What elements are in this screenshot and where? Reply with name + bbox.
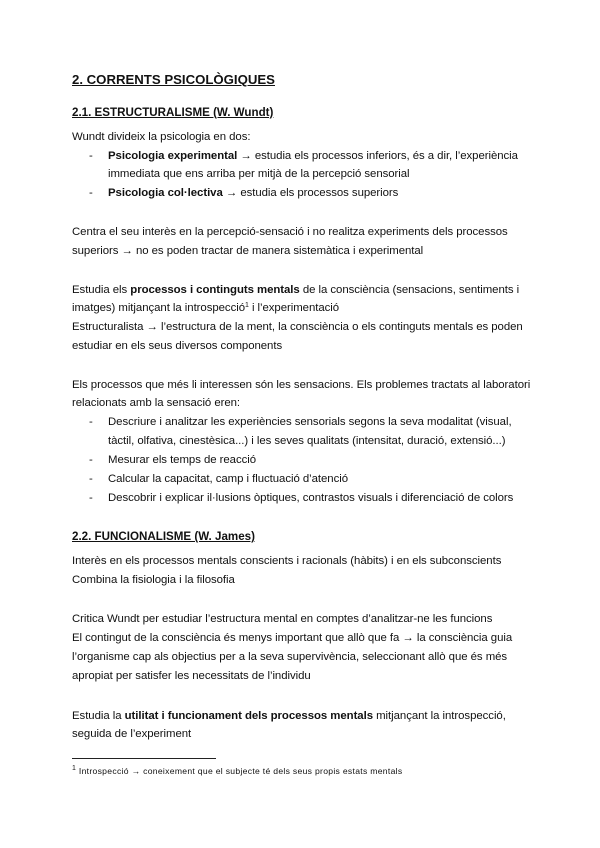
bullet-text: → estudia els processos inferiors, és a dir, l’experiència xyxy=(237,150,518,162)
bold-term: Psicologia col·lectiva xyxy=(108,187,223,199)
text-run: imatges) mitjançant la introspecció xyxy=(72,302,245,314)
bold-term: Psicologia experimental xyxy=(108,150,238,162)
footnote-text: Introspecció → coneixement que el subjecte té dels seus propis estats mentals xyxy=(76,766,403,776)
list-dash: - xyxy=(89,187,93,199)
text-run: Estudia la xyxy=(72,710,125,722)
paragraph-line: apropiat per satisfer les necessitats de l’individu xyxy=(72,670,311,682)
paragraph-intro: Wundt divideix la psicologia en dos: xyxy=(72,131,251,143)
page-heading: 2. CORRENTS PSICOLÒGIQUES xyxy=(72,72,275,87)
paragraph-line: seguida de l’experiment xyxy=(72,728,192,740)
footnote-ref: 1 xyxy=(244,302,249,309)
list-dash: - xyxy=(89,150,93,162)
paragraph-line: Estructuralista → l’estructura de la ment, la consciència o els continguts mentals es poden xyxy=(72,321,523,333)
list-item: Descobrir i explicar il·lusions òptiques, contrastos visuals i diferenciació de colors xyxy=(108,492,514,504)
footnote-mark: 1 xyxy=(72,765,77,772)
text-run: Estudia els xyxy=(72,284,131,296)
paragraph-line: relacionats amb la sensació eren: xyxy=(72,397,241,409)
paragraph-line: Els processos que més li interessen són les sensacions. Els problemes tractats al laboratori xyxy=(72,379,531,391)
paragraph-line: Critica Wundt per estudiar l’estructura mental en comptes d’analitzar-ne les funcions xyxy=(72,613,493,625)
section-title-estructuralisme: 2.1. ESTRUCTURALISME (W. Wundt) xyxy=(72,106,274,119)
bullet-text: → estudia els processos superiors xyxy=(222,187,399,199)
paragraph-line: l’organisme cap als objectius per a la seva supervivència, seleccionant allò que és més xyxy=(72,651,508,663)
list-item: Mesurar els temps de reacció xyxy=(108,454,257,466)
list-dash: - xyxy=(89,492,93,504)
bold-term: processos i continguts mentals xyxy=(130,284,300,296)
list-dash: - xyxy=(89,454,93,466)
text-run: i l’experimentació xyxy=(248,302,340,314)
list-item: Calcular la capacitat, camp i fluctuació d’atenció xyxy=(108,473,348,485)
paragraph-line xyxy=(72,302,339,314)
footnote-separator xyxy=(72,758,216,759)
paragraph-line: estudiar en els seus diversos components xyxy=(72,340,283,352)
list-item-line2: tàctil, olfativa, cinestèsica...) i les seves qualitats (intensitat, duració, extensió...) xyxy=(108,435,506,447)
list-dash: - xyxy=(89,473,93,485)
section-title-funcionalisme: 2.2. FUNCIONALISME (W. James) xyxy=(72,530,255,543)
paragraph-line: Interès en els processos mentals conscients i racionals (hàbits) i en els subconscients xyxy=(72,555,502,567)
paragraph-line xyxy=(72,284,519,296)
text-run: de la consciència (sensacions, sentiments i xyxy=(299,284,520,296)
paragraph-line: El contingut de la consciència és menys important que allò que fa → la consciència guia xyxy=(72,632,513,644)
paragraph-line xyxy=(72,710,506,722)
paragraph-line: Combina la fisiologia i la filosofia xyxy=(72,574,235,586)
bullet-psicologia-collectiva xyxy=(108,187,398,199)
footnote xyxy=(72,766,402,776)
paragraph-line: Centra el seu interès en la percepció-sensació i no realitza experiments dels processos xyxy=(72,226,508,238)
text-run: mitjançant la introspecció, xyxy=(373,710,506,722)
list-item: Descriure i analitzar les experiències sensorials segons la seva modalitat (visual, xyxy=(108,416,512,428)
bullet-text-line2: immediata que ens arriba per mitjà de la percepció sensorial xyxy=(108,168,410,180)
bullet-psicologia-experimental xyxy=(108,150,518,162)
bold-term: utilitat i funcionament dels processos mentals xyxy=(124,710,373,722)
paragraph-line: superiors → no es poden tractar de manera sistemàtica i experimental xyxy=(72,245,424,257)
list-dash: - xyxy=(89,416,93,428)
